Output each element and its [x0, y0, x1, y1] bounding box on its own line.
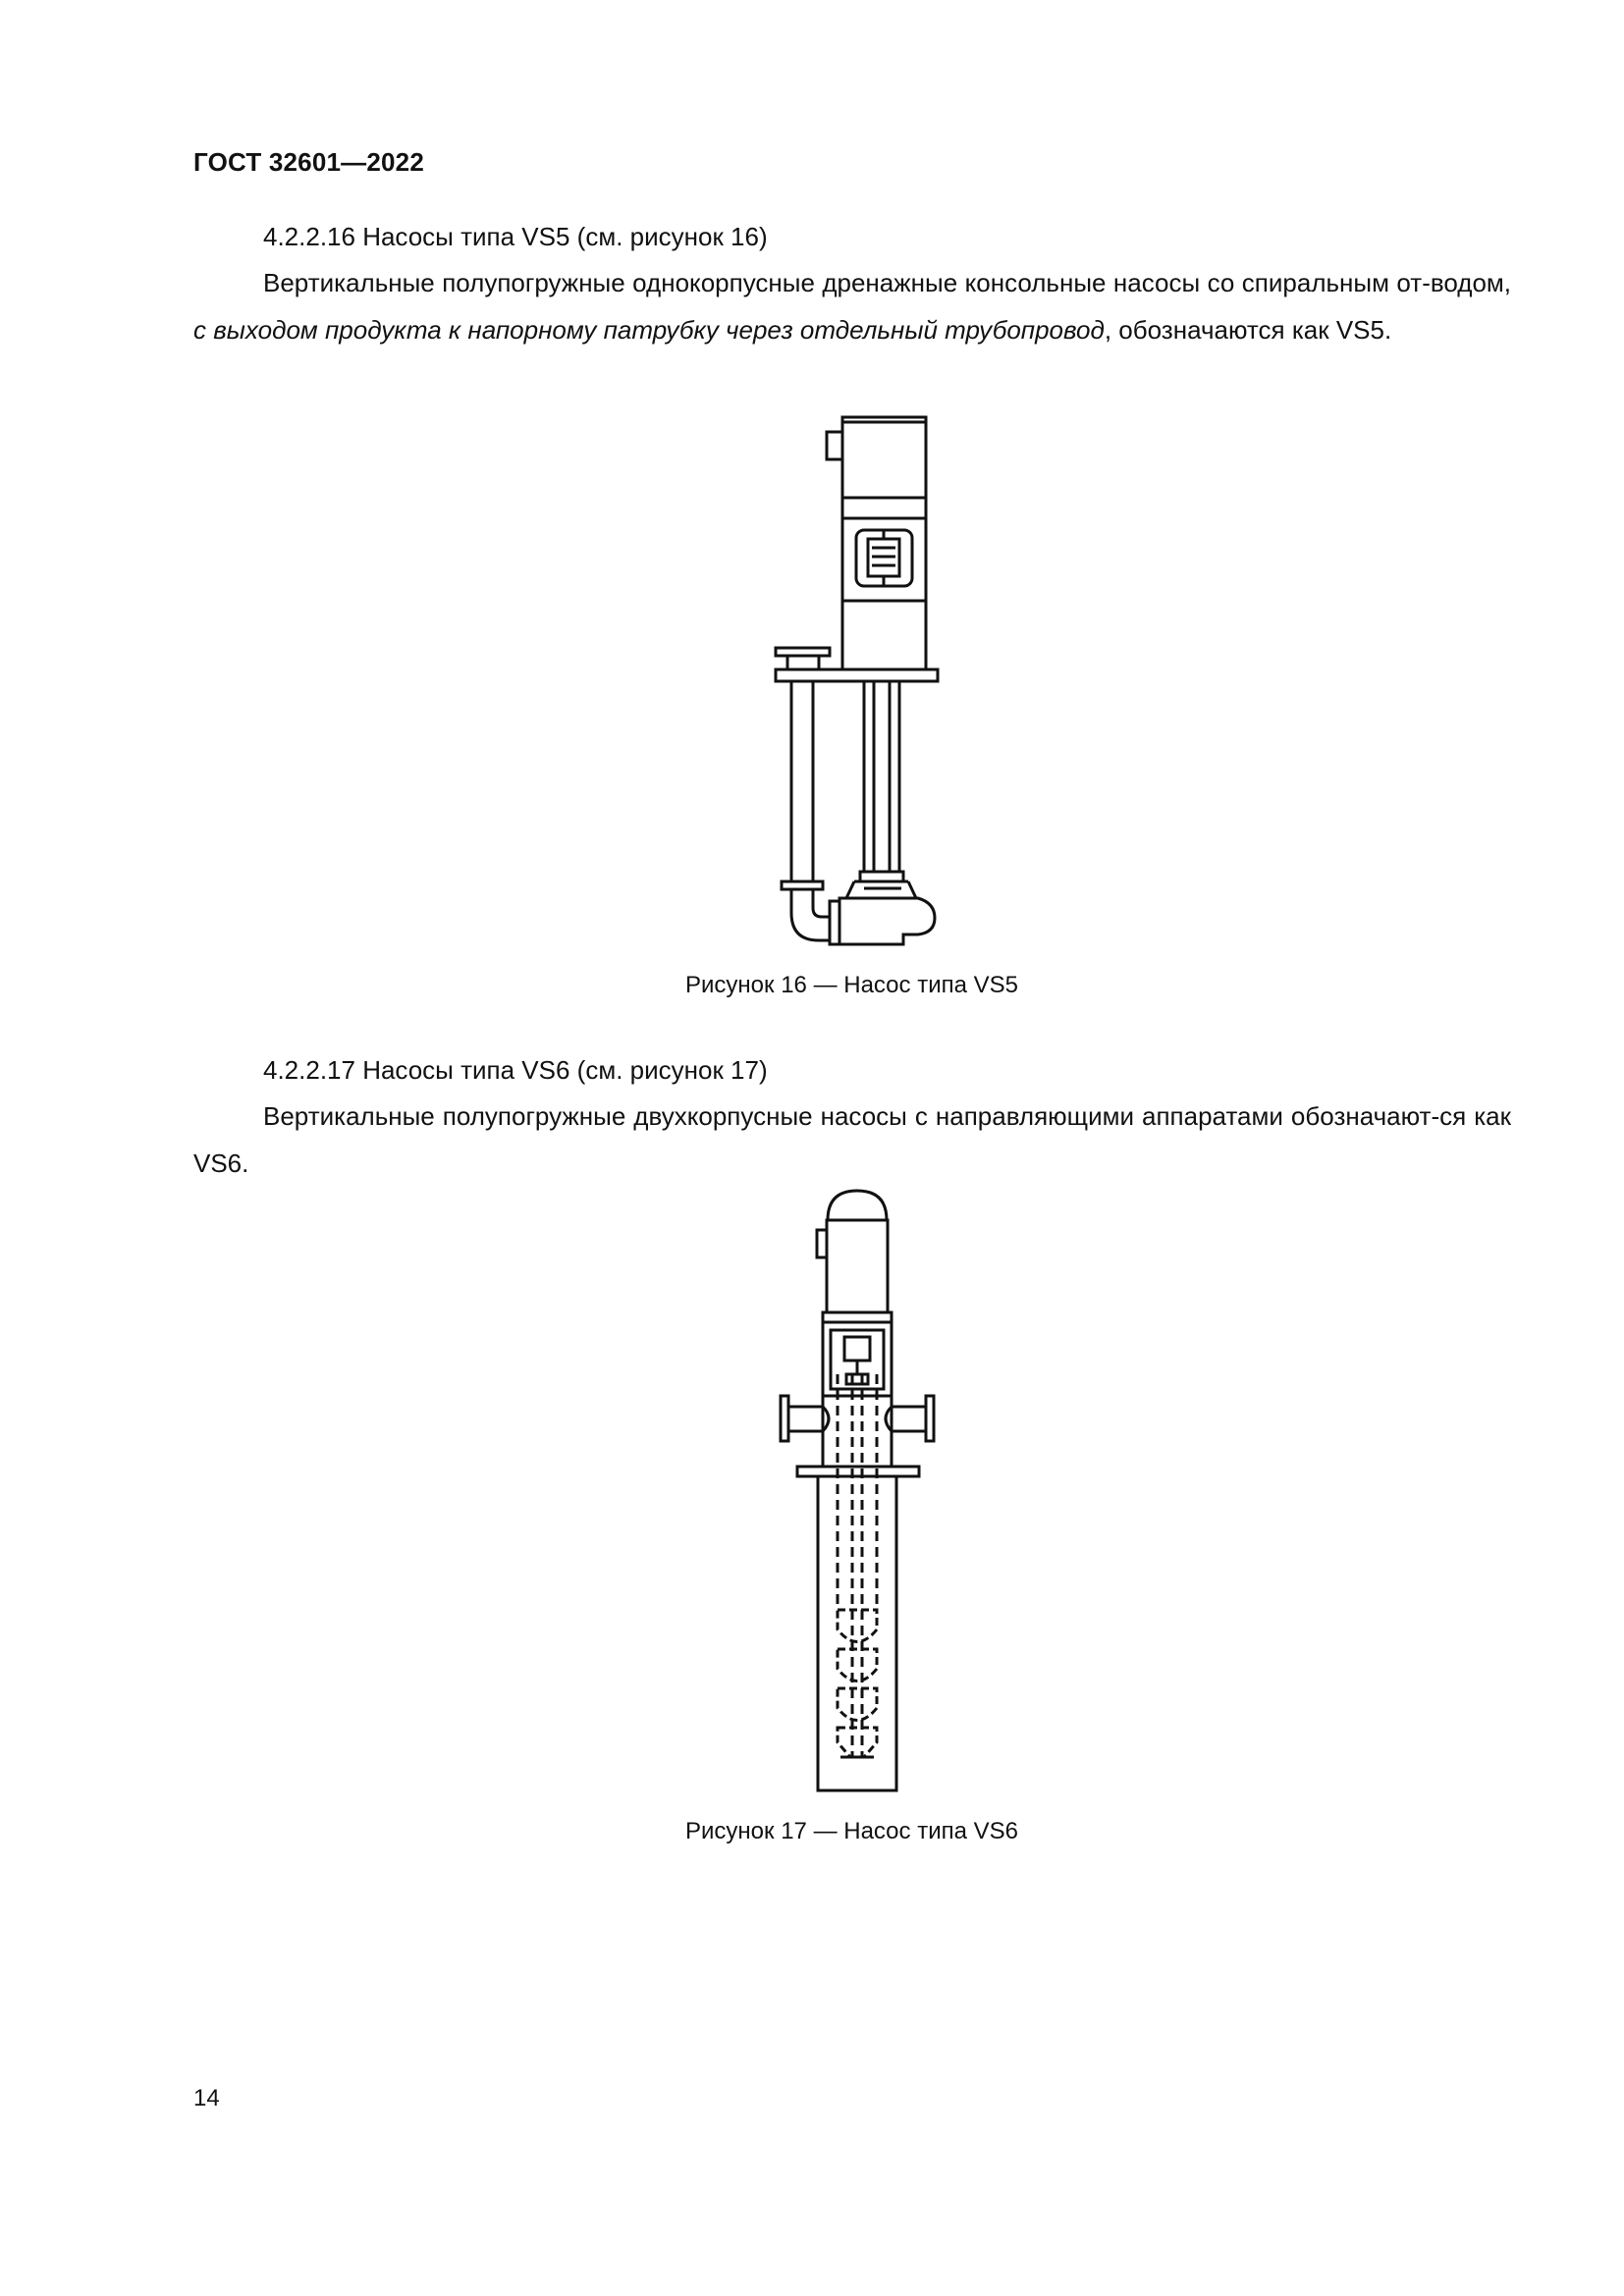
base-plate [776, 669, 938, 681]
figure-16-caption: Рисунок 16 — Насос типа VS5 [685, 972, 1018, 998]
figure-17-caption: Рисунок 17 — Насос типа VS6 [685, 1818, 1018, 1844]
suction-nozzle [781, 1396, 788, 1441]
section-text-vs6 [193, 1093, 1511, 1187]
motor-terminal-box [827, 432, 842, 459]
figure-17-pump-vs6 [766, 1183, 943, 1801]
text-before: Вертикальные полупогружные однокорпусные дренажные консольные насосы со спиральным от-водом, [263, 268, 1511, 297]
document-code: ГОСТ 32601—2022 [193, 147, 424, 177]
figure-16-pump-vs5 [766, 402, 962, 962]
section-paragraph-vs6: Вертикальные полупогружные двухкорпусные насосы с направляющими аппаратами обозначают-ся как VS6. [193, 1101, 1511, 1178]
text-italic: с выходом продукта к напорному патрубку через отдельный трубопровод [193, 315, 1105, 345]
section-heading-vs5: 4.2.2.16 Насосы типа VS5 (см. рисунок 16) [263, 222, 768, 251]
section-heading-vs6: 4.2.2.17 Насосы типа VS6 (см. рисунок 17) [263, 1055, 768, 1085]
motor [842, 417, 926, 498]
volute-casing [839, 898, 935, 944]
section-text-vs5 [193, 259, 1511, 353]
motor [827, 1220, 888, 1320]
outer-barrel [818, 1476, 896, 1790]
motor-cap [828, 1191, 887, 1220]
page-number: 14 [193, 2085, 220, 2111]
discharge-nozzle [926, 1396, 934, 1441]
text-after: , обозначаются как VS5. [1104, 315, 1392, 345]
